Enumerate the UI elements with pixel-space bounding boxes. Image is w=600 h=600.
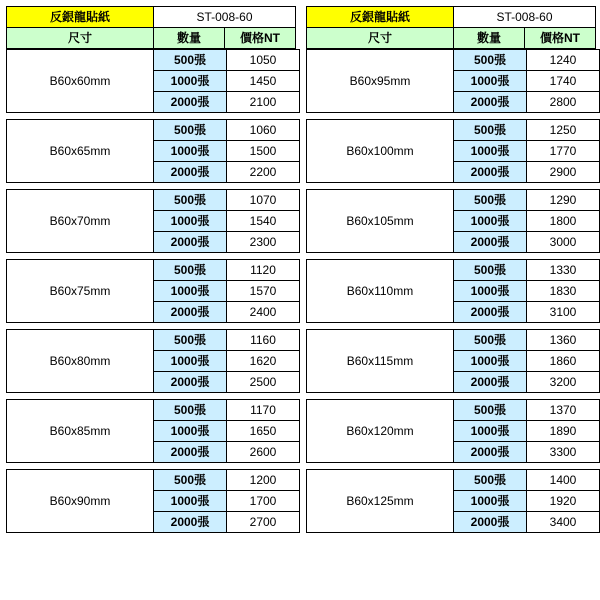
- column-header-qty: 數量: [154, 28, 225, 49]
- price-cell: 1700: [227, 491, 300, 512]
- price-cell: 3200: [527, 372, 600, 393]
- qty-cell: 500張: [454, 330, 527, 351]
- product-table: [306, 119, 600, 183]
- price-cell: 2500: [227, 372, 300, 393]
- price-cell: 2200: [227, 162, 300, 183]
- qty-cell: 500張: [154, 470, 227, 491]
- price-cell: 2400: [227, 302, 300, 323]
- product-block: [6, 329, 296, 393]
- product-size: B60x95mm: [307, 50, 454, 113]
- product-block: [6, 399, 296, 463]
- product-code: ST-008-60: [454, 7, 596, 28]
- qty-cell: 1000張: [154, 211, 227, 232]
- product-size: B60x110mm: [307, 260, 454, 323]
- qty-cell: 2000張: [454, 92, 527, 113]
- price-cell: 1890: [527, 421, 600, 442]
- qty-cell: 2000張: [154, 232, 227, 253]
- product-block: [6, 259, 296, 323]
- subheader-row: [307, 28, 596, 49]
- price-cell: 1050: [227, 50, 300, 71]
- qty-cell: 500張: [454, 470, 527, 491]
- qty-cell: 1000張: [454, 421, 527, 442]
- column-header-qty: 數量: [454, 28, 525, 49]
- product-block: [6, 469, 296, 533]
- product-block: [6, 189, 296, 253]
- product-block: [306, 189, 596, 253]
- product-table: [6, 49, 300, 113]
- qty-cell: 2000張: [454, 232, 527, 253]
- product-table: [6, 469, 300, 533]
- qty-cell: 2000張: [154, 512, 227, 533]
- qty-cell: 500張: [454, 50, 527, 71]
- qty-cell: 500張: [154, 260, 227, 281]
- price-table-columns: [6, 6, 594, 539]
- price-column-left: [6, 6, 296, 539]
- qty-cell: 1000張: [454, 281, 527, 302]
- product-block: [306, 329, 596, 393]
- qty-cell: 2000張: [154, 372, 227, 393]
- qty-cell: 500張: [454, 190, 527, 211]
- price-cell: 1120: [227, 260, 300, 281]
- price-cell: 1330: [527, 260, 600, 281]
- qty-cell: 1000張: [154, 71, 227, 92]
- qty-cell: 2000張: [154, 302, 227, 323]
- price-cell: 1920: [527, 491, 600, 512]
- table-row: [7, 470, 300, 491]
- column-header-table-right: [306, 6, 596, 49]
- price-cell: 1170: [227, 400, 300, 421]
- product-table: [306, 399, 600, 463]
- product-block: [306, 119, 596, 183]
- qty-cell: 2000張: [154, 162, 227, 183]
- price-cell: 1370: [527, 400, 600, 421]
- qty-cell: 2000張: [454, 162, 527, 183]
- qty-cell: 2000張: [154, 92, 227, 113]
- product-block: [6, 119, 296, 183]
- product-size: B60x75mm: [7, 260, 154, 323]
- product-size: B60x120mm: [307, 400, 454, 463]
- price-cell: 3000: [527, 232, 600, 253]
- column-header-table-left: [6, 6, 296, 49]
- table-row: [7, 330, 300, 351]
- price-cell: 1240: [527, 50, 600, 71]
- product-table: [306, 469, 600, 533]
- product-table: [6, 119, 300, 183]
- qty-cell: 1000張: [154, 141, 227, 162]
- table-row: [307, 260, 600, 281]
- qty-cell: 500張: [154, 400, 227, 421]
- product-table: [6, 329, 300, 393]
- product-table: [6, 259, 300, 323]
- qty-cell: 1000張: [154, 491, 227, 512]
- table-row: [307, 120, 600, 141]
- price-cell: 1450: [227, 71, 300, 92]
- product-size: B60x60mm: [7, 50, 154, 113]
- table-row: [307, 330, 600, 351]
- product-block: [306, 399, 596, 463]
- table-row: [7, 400, 300, 421]
- qty-cell: 2000張: [454, 512, 527, 533]
- product-size: B60x115mm: [307, 330, 454, 393]
- column-header-price: 價格NT: [525, 28, 596, 49]
- price-cell: 1770: [527, 141, 600, 162]
- price-cell: 3400: [527, 512, 600, 533]
- qty-cell: 1000張: [454, 141, 527, 162]
- qty-cell: 500張: [454, 400, 527, 421]
- product-size: B60x100mm: [307, 120, 454, 183]
- qty-cell: 500張: [454, 120, 527, 141]
- table-row: [307, 190, 600, 211]
- price-cell: 3300: [527, 442, 600, 463]
- qty-cell: 500張: [154, 330, 227, 351]
- price-cell: 2700: [227, 512, 300, 533]
- price-cell: 1570: [227, 281, 300, 302]
- price-cell: 1290: [527, 190, 600, 211]
- qty-cell: 1000張: [454, 211, 527, 232]
- price-cell: 2100: [227, 92, 300, 113]
- product-size: B60x105mm: [307, 190, 454, 253]
- qty-cell: 2000張: [454, 442, 527, 463]
- product-table: [306, 329, 600, 393]
- product-size: B60x80mm: [7, 330, 154, 393]
- qty-cell: 2000張: [154, 442, 227, 463]
- price-cell: 2900: [527, 162, 600, 183]
- product-size: B60x85mm: [7, 400, 154, 463]
- column-header-price: 價格NT: [225, 28, 296, 49]
- table-row: [7, 120, 300, 141]
- title-row: [307, 7, 596, 28]
- title-row: [7, 7, 296, 28]
- table-row: [7, 50, 300, 71]
- qty-cell: 500張: [454, 260, 527, 281]
- qty-cell: 1000張: [454, 351, 527, 372]
- price-cell: 1060: [227, 120, 300, 141]
- table-row: [307, 50, 600, 71]
- price-cell: 1800: [527, 211, 600, 232]
- price-cell: 1830: [527, 281, 600, 302]
- product-table: [306, 49, 600, 113]
- price-cell: 1160: [227, 330, 300, 351]
- price-cell: 1400: [527, 470, 600, 491]
- table-row: [307, 400, 600, 421]
- product-size: B60x70mm: [7, 190, 154, 253]
- product-block: [6, 49, 296, 113]
- price-cell: 1200: [227, 470, 300, 491]
- price-cell: 1740: [527, 71, 600, 92]
- price-column-right: [306, 6, 596, 539]
- price-cell: 1360: [527, 330, 600, 351]
- subheader-row: [7, 28, 296, 49]
- qty-cell: 1000張: [454, 491, 527, 512]
- qty-cell: 1000張: [454, 71, 527, 92]
- price-cell: 1250: [527, 120, 600, 141]
- price-cell: 2600: [227, 442, 300, 463]
- price-cell: 1860: [527, 351, 600, 372]
- product-title: 反銀龍貼紙: [307, 7, 454, 28]
- price-cell: 1540: [227, 211, 300, 232]
- product-title: 反銀龍貼紙: [7, 7, 154, 28]
- table-row: [7, 260, 300, 281]
- price-cell: 1070: [227, 190, 300, 211]
- price-cell: 1500: [227, 141, 300, 162]
- product-table: [6, 189, 300, 253]
- qty-cell: 500張: [154, 120, 227, 141]
- price-cell: 3100: [527, 302, 600, 323]
- price-cell: 1620: [227, 351, 300, 372]
- product-table: [6, 399, 300, 463]
- product-block: [306, 49, 596, 113]
- product-table: [306, 189, 600, 253]
- table-row: [7, 190, 300, 211]
- price-cell: 2300: [227, 232, 300, 253]
- column-header-size: 尺寸: [307, 28, 454, 49]
- product-block: [306, 469, 596, 533]
- product-size: B60x125mm: [307, 470, 454, 533]
- qty-cell: 2000張: [454, 302, 527, 323]
- qty-cell: 500張: [154, 50, 227, 71]
- product-table: [306, 259, 600, 323]
- price-cell: 2800: [527, 92, 600, 113]
- column-header-size: 尺寸: [7, 28, 154, 49]
- product-block: [306, 259, 596, 323]
- product-size: B60x90mm: [7, 470, 154, 533]
- qty-cell: 1000張: [154, 281, 227, 302]
- table-row: [307, 470, 600, 491]
- qty-cell: 500張: [154, 190, 227, 211]
- product-size: B60x65mm: [7, 120, 154, 183]
- qty-cell: 1000張: [154, 351, 227, 372]
- product-code: ST-008-60: [154, 7, 296, 28]
- price-cell: 1650: [227, 421, 300, 442]
- qty-cell: 1000張: [154, 421, 227, 442]
- qty-cell: 2000張: [454, 372, 527, 393]
